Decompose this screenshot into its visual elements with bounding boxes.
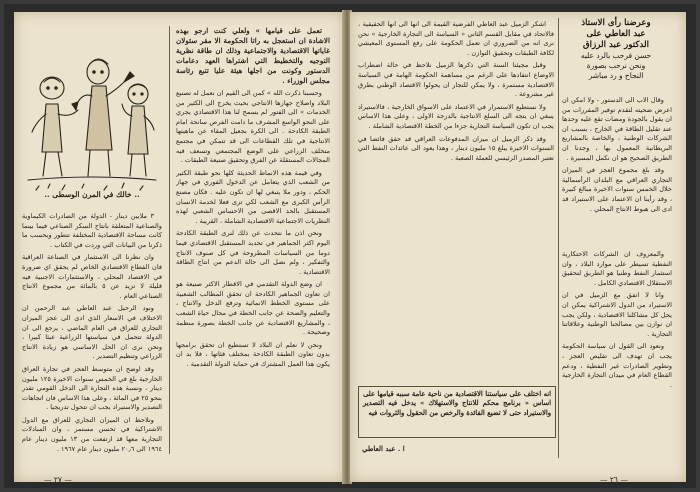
author-signature: ا . عبد العاطي bbox=[362, 444, 405, 453]
left-page-right-column bbox=[176, 26, 330, 454]
paragraph: وانا لا اتفق مع الزميل في ان الاستيراد من الدول الاشتراكية يمكن ان يحل كل مشاكلنا الاقتصادية ، ولكن يجب ان نوازن بين مصالحنا الوطنية وعلاقاتنا التجارية . bbox=[562, 291, 672, 338]
headline-line: ونحن نرحب بصورة bbox=[586, 61, 646, 70]
right-page-right-column-bottom bbox=[562, 250, 672, 458]
cartoon-caption: .. خالك في المرن الوسطى .. bbox=[44, 190, 140, 199]
paragraph: ونود الرحيل عبد العاطي عبد الرحمن ان الاختلاف في الاسعار الذي ادى الى عجز الميزان التجاري للعراق في العام الماضي ، يرجع الى ان الدولة تتحمل في سياستها الزراعية عبئا كبيرا ، ونحن نرى ان الحل الاساسي هو زيادة الانتاج الزراعي وتنظيم التصدير . bbox=[22, 304, 162, 361]
paragraph: اشكر الزميل عبد العاطي الفرضية القيمة الى انها الى انها الحقيقية ، فالاتحاد في مقابل القسم الثاني « السياسة الى التجارة الخارجية » نحن نرى انه من الضروري ان تعمل الحكومة على رفع المستوى المعيشي لكافة الطبقات وتحقيق التوازن . bbox=[358, 20, 554, 57]
highlighted-box-text: انه اختلف على سياستنا الاقتصادية من ناحية عامة سببه قيامها على اساس « برنامج محكم للانتاج والاستهلاك » يدخل فيه التصدير والاستيراد حتى لا تضيع الفائدة والرخص من الحقول والثروات فيه bbox=[358, 386, 556, 438]
paragraph: والمعروف ان الشركات الاحتكارية النفطية تسيطر على موارد البلاد ، وان استثمار النفط وطنيا هو الطريق لتحقيق الاستقلال الاقتصادي الكامل . bbox=[562, 250, 672, 287]
column-divider bbox=[558, 18, 559, 458]
paragraph: وان نظرنا الى الاستثمار في الصناعة العراقية فان القطاع الاقتصادي الخاص لم يحقق اي ضرورة في الاقتصاد المحلي ، والاستثمارات الاجنبية فيه قليلة لا تزيد عن ٥ بالمائة من مجموع الانتاج الصناعي العام . bbox=[22, 253, 162, 300]
paragraph: وفي قيمة هذه الانماط الحديثة كلها نحو طبقة الكثير من الشعب الذي يتعامل عن الدخول الفوري في جهاز الحكم ، ودور ملا ينبغي لها ان تكون عليه . فكان مصنع الرأس الكبرى مع الشعب لكي ترى فعلا لخدمة الانسان المستقبل بالحد الاقصى من الاحساس الشعبي لهذه النظريات الاجتماعية الاقتصادية الشاملة ، القريبة . bbox=[176, 168, 330, 225]
headline-line: وعرضنا رأى الاستاذ bbox=[581, 18, 651, 28]
paragraph: ونحن اذن ما نتحدث عن ذلك لنرى الطبقة الكادحة اليوم اكثر الجماهير في تحديد المستقبل الاقتصادي فيما دوما من السياسات المطروحة في كل صنوف الانتاج والتفكير ، ولم نصل الى حالة الدعم من انتاج الطاقة الاقتصادية . bbox=[176, 229, 330, 276]
paragraph: ونلاحظ ان الميزان التجاري للعراق مع الدول الاشتراكية في تحسن مستمر ، وان المبادلات التجارية معها قد ارتفعت من ١٣ مليون دينار عام ١٩٦٤ الى ٢٠٫٦ مليون دينار عام ١٩٦٧ . bbox=[22, 415, 162, 453]
headline-line: حسن فرحب بالرد عليه bbox=[580, 51, 652, 60]
headline-line: الدكتور عبد الرزاق bbox=[583, 40, 649, 50]
headline-line: النجاح و رد مباشر bbox=[588, 71, 644, 80]
paragraph: وقد ذكر الزميل ان ميزان المدفوعات العراقي قد حقق فائضا في السنوات الاخيرة يبلغ ١٥ مليون دينار ، وهذا يعود الى عائدات النفط التي تعتبر المصدر الرئيسي للعملة الصعبة . bbox=[358, 134, 554, 162]
paragraph: ان وضع الدولة التقدمي في الاقطار الاكثر صنيعة هو ان تعاون الجماهير الكادحة ان تحقق المطالب الشعبية على مستوى الخطط الانمائية وترفع الدخل والانتاج ، والتعليم والصحة عن جانب الخطة في مجال حياة الشعب ، والمشاريع الاقتصادية عن جانب الخطة بصورة منظمة وصحيحة . bbox=[176, 280, 330, 337]
left-page-number: — ٢٧ — bbox=[44, 475, 72, 484]
left-intro-paragraph: تعمل على قيامها » ولعلي كنت ارجو بهذه الاشادة ان استعجل به راتا الحكومة الا مقر سئولان غاياتها الاقتصادية والاجتماعية وذلك ان طاقة نظرية التوجيه والتخطيط التي اشتراها العهد دعامات الدستور وكونت من اجلها هيئة عليا تتبع رئاسة مجلس الوزراء . bbox=[176, 26, 330, 85]
headline-line: عبد العاطي على bbox=[586, 29, 646, 39]
paragraph: ونحن لا نعلم ان البلاد لا تستطيع ان تحقق برامجها بدون تعاون الطبقة الكادحة بمختلف فئاتها ، فلا بد ان يكون هذا العمل المشترك في حماية الدولة التقدمية . bbox=[176, 340, 330, 369]
article-headline bbox=[562, 18, 670, 81]
right-page-middle-column bbox=[358, 20, 554, 382]
left-page-left-column bbox=[22, 212, 162, 454]
cartoon-illustration bbox=[22, 30, 160, 210]
paragraph: وحسبنا ذكرت الله » كمن الى القيم ان نعمل له تصنيع البلاد واصلاح جهازها الانتاجي بحيث يخرج الى الكثير من الخدمات » الى الفتور لم يسمح لنا هذا الاقتصادي يجري على النحو الواسع المشرف ما دامت الفرص سانحة امام الطبقة الكادحة . الى الكرة بجعيل المقاء عن ماهيتها الانتاجية في تلك القطاعات الى قد تتمكن في مجتمع متخلف الزراعي على الوضع المجتمعي وتسعف فيه المجالات المستقلة عن الفرق وتحقيق صنيعة الطبقات . bbox=[176, 89, 330, 165]
paragraph: ٣ ملايين دينار - الدولة من الصادرات الكيماوية والصناعية المتعلقة بانتاج السكر الصناعي فيما بينما كانت مساحة الاقتصادية المختلفة تتطور وبحسب ما ذكرنا من البيانات التي وردت في الكتاب . bbox=[22, 212, 162, 249]
right-page-right-column-top bbox=[562, 96, 672, 246]
paragraph: وقد اوضح ان متوسط العجز في تجارة العراق الخارجية بلغ في الخمس سنوات الاخيرة ١٢٥ مليون دينار ، ونسبة هذه التجارة الى الدخل القومي تقدر بنحو ٢٥ في المائة ، وعلى هذا الاساس فان اتجاهات التصدير والاستيراد يجب ان تتحول تدريجيا . bbox=[22, 364, 162, 412]
paragraph: وقال الاب الى الدستور - ولا امكن ان اعرض ضحيته لتقدم توفير المقررات من ان يقول بالجودة ومضات تقع عليه وحدها عند تقليل الطاقة في الخارج ، بسبب ان الشركات الوطنية ، والخاصة بالمشاريع البريطانية المعمول بها ، وجدنا ان الطريق الصحيح هو ان نكمل المسيرة . bbox=[562, 96, 672, 162]
paragraph: ونعود الى القول ان سياسة الحكومة يجب ان تهدف الى تقليص العجز ، وتطوير الصادرات غير النفطية ، ودعم القطاع العام في ميدان التجارة الخارجية . bbox=[562, 342, 672, 389]
paragraph: وقبل مجيئنا السنة التي ذكرها الزميل نلاحظ في حالة اضطراب الاوضاع انتقادها على الرغم من مساهمة الحكومة الهامة في السياسة الاقتصادية مستمرة ، ولا يمكن للتجار ان يحولوا الاقتصاد الوطني بطرق غير مشروعة . bbox=[358, 61, 554, 99]
column-divider bbox=[169, 26, 170, 454]
paragraph: ولا نستطيع الاستمرار في الاعتماد على الاسواق الخارجية ، فالاستيراد ينبغي ان يتجه الى السلع الانتاجية بالدرجة الاولى ، وعلى هذا الاساس يجب ان تكون السياسة التجارية جزءا من الخطة الاقتصادية الشاملة . bbox=[358, 102, 554, 130]
right-page-number: — ٢٦ — bbox=[600, 475, 628, 484]
paragraph: وقد بلغ مجموع العجز في الميزان التجاري العراقي مع البلدان الرأسمالية خلال الخمس سنوات الاخيرة مبالغ كبيرة ، وقد رأينا ان الاعتماد على الاستيراد قد ادى الى هبوط الانتاج المحلي . bbox=[562, 166, 672, 213]
